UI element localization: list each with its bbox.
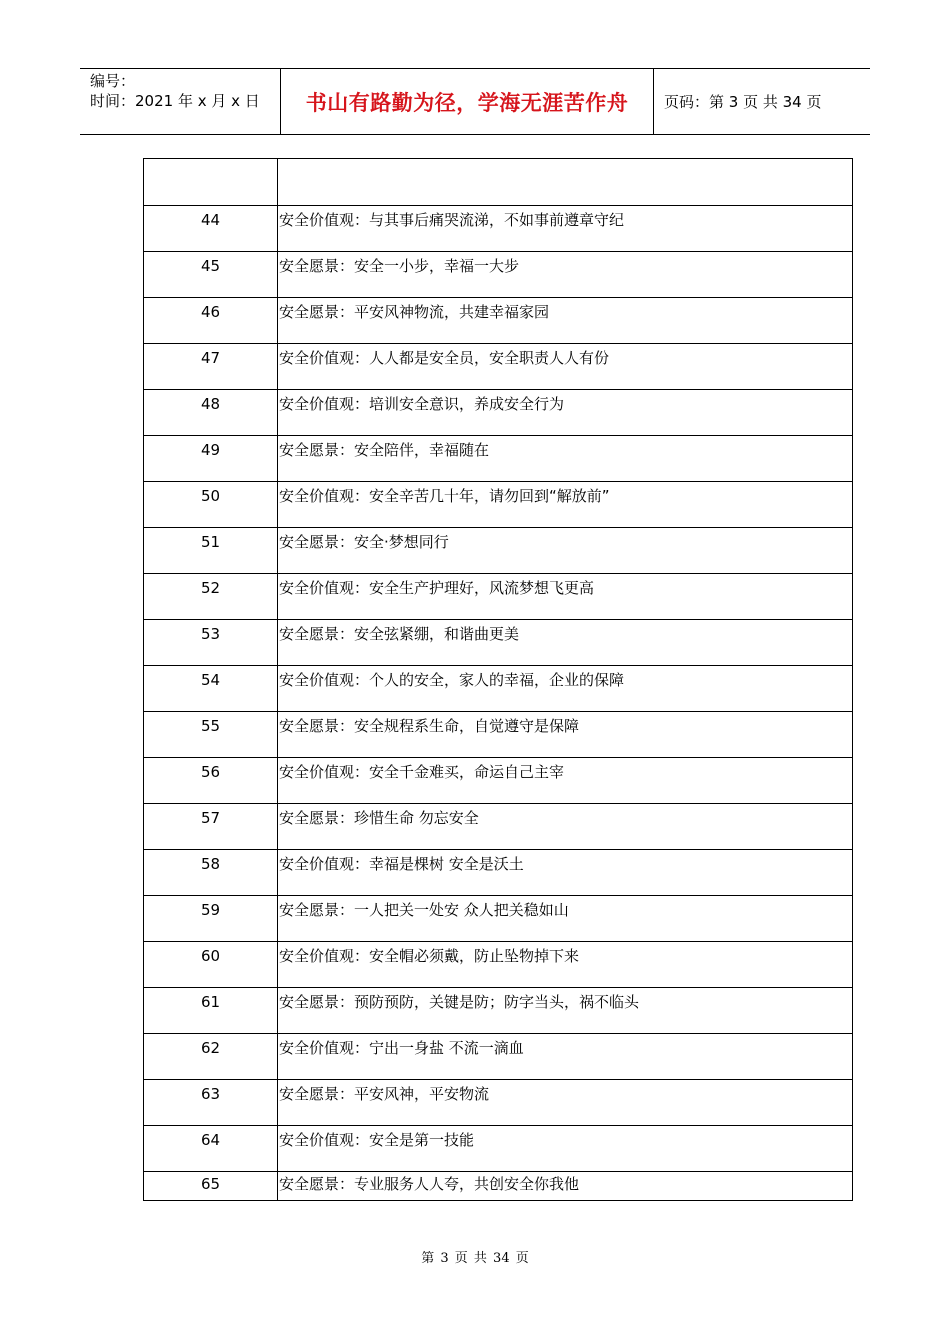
table-row bbox=[144, 804, 853, 850]
row-slogan: 安全愿景：预防预防，关键是防；防字当头，祸不临头 bbox=[278, 988, 853, 1034]
row-number: 60 bbox=[144, 942, 278, 988]
number-label: 编号： bbox=[90, 72, 136, 90]
table-row bbox=[144, 482, 853, 528]
row-slogan: 安全价值观：个人的安全，家人的幸福，企业的保障 bbox=[278, 666, 853, 712]
table-row bbox=[144, 344, 853, 390]
row-number: 44 bbox=[144, 206, 278, 252]
row-slogan: 安全价值观：幸福是棵树 安全是沃土 bbox=[278, 850, 853, 896]
row-slogan: 安全价值观：与其事后痛哭流涕，不如事前遵章守纪 bbox=[278, 206, 853, 252]
table-row bbox=[144, 206, 853, 252]
row-number: 45 bbox=[144, 252, 278, 298]
row-slogan: 安全愿景：一人把关一处安 众人把关稳如山 bbox=[278, 896, 853, 942]
row-number: 65 bbox=[144, 1172, 278, 1201]
row-number: 58 bbox=[144, 850, 278, 896]
row-number: 53 bbox=[144, 620, 278, 666]
row-slogan: 安全愿景：珍惜生命 勿忘安全 bbox=[278, 804, 853, 850]
row-number: 54 bbox=[144, 666, 278, 712]
table-row bbox=[144, 758, 853, 804]
table-row bbox=[144, 896, 853, 942]
table-row bbox=[144, 159, 853, 206]
header-page-info: 页码：第 3 页 共 34 页 bbox=[664, 93, 822, 111]
table-row bbox=[144, 1126, 853, 1172]
table-row bbox=[144, 712, 853, 758]
slogan-table-body bbox=[144, 159, 853, 1201]
row-slogan: 安全价值观：安全是第一技能 bbox=[278, 1126, 853, 1172]
row-number bbox=[144, 159, 278, 206]
row-number: 62 bbox=[144, 1034, 278, 1080]
table-row bbox=[144, 1172, 853, 1201]
row-number: 64 bbox=[144, 1126, 278, 1172]
row-slogan: 安全愿景：安全·梦想同行 bbox=[278, 528, 853, 574]
row-number: 49 bbox=[144, 436, 278, 482]
table-row bbox=[144, 988, 853, 1034]
row-slogan: 安全愿景：安全弦紧绷，和谐曲更美 bbox=[278, 620, 853, 666]
row-slogan: 安全愿景：专业服务人人夸，共创安全你我他 bbox=[278, 1172, 853, 1201]
row-slogan: 安全愿景：安全一小步，幸福一大步 bbox=[278, 252, 853, 298]
table-row bbox=[144, 252, 853, 298]
row-slogan: 安全愿景：安全规程系生命，自觉遵守是保障 bbox=[278, 712, 853, 758]
row-number: 52 bbox=[144, 574, 278, 620]
row-slogan: 安全价值观：培训安全意识，养成安全行为 bbox=[278, 390, 853, 436]
row-slogan: 安全价值观：安全千金难买，命运自己主宰 bbox=[278, 758, 853, 804]
row-number: 46 bbox=[144, 298, 278, 344]
row-slogan: 安全价值观：安全生产护理好，风流梦想飞更高 bbox=[278, 574, 853, 620]
table-row bbox=[144, 942, 853, 988]
row-slogan: 安全愿景：安全陪伴，幸福随在 bbox=[278, 436, 853, 482]
row-number: 57 bbox=[144, 804, 278, 850]
header-motto-cell bbox=[281, 69, 654, 134]
table-row bbox=[144, 666, 853, 712]
row-slogan: 安全价值观：安全辛苦几十年，请勿回到“解放前” bbox=[278, 482, 853, 528]
row-slogan: 安全愿景：平安风神，平安物流 bbox=[278, 1080, 853, 1126]
table-row bbox=[144, 298, 853, 344]
row-slogan: 安全价值观：安全帽必须戴，防止坠物掉下来 bbox=[278, 942, 853, 988]
row-number: 61 bbox=[144, 988, 278, 1034]
row-slogan: 安全愿景：平安风神物流，共建幸福家园 bbox=[278, 298, 853, 344]
page-footer: 第 3 页 共 34 页 bbox=[421, 1251, 529, 1266]
table-row bbox=[144, 850, 853, 896]
table-row bbox=[144, 574, 853, 620]
table-row bbox=[144, 620, 853, 666]
row-number: 59 bbox=[144, 896, 278, 942]
time-label: 时间：2021 年 x 月 x 日 bbox=[90, 92, 260, 110]
table-row bbox=[144, 1034, 853, 1080]
row-number: 50 bbox=[144, 482, 278, 528]
row-number: 63 bbox=[144, 1080, 278, 1126]
table-row bbox=[144, 1080, 853, 1126]
table-row bbox=[144, 390, 853, 436]
row-slogan bbox=[278, 159, 853, 206]
slogan-table bbox=[143, 158, 853, 1201]
row-slogan: 安全价值观：宁出一身盐 不流一滴血 bbox=[278, 1034, 853, 1080]
row-slogan: 安全价值观：人人都是安全员，安全职责人人有份 bbox=[278, 344, 853, 390]
row-number: 55 bbox=[144, 712, 278, 758]
table-row bbox=[144, 436, 853, 482]
motto-text: 书山有路勤为径，学海无涯苦作舟 bbox=[305, 90, 629, 115]
table-row bbox=[144, 528, 853, 574]
row-number: 56 bbox=[144, 758, 278, 804]
header-page-cell bbox=[654, 69, 870, 134]
row-number: 51 bbox=[144, 528, 278, 574]
row-number: 48 bbox=[144, 390, 278, 436]
row-number: 47 bbox=[144, 344, 278, 390]
header-meta bbox=[80, 69, 281, 134]
page-header bbox=[80, 68, 870, 135]
